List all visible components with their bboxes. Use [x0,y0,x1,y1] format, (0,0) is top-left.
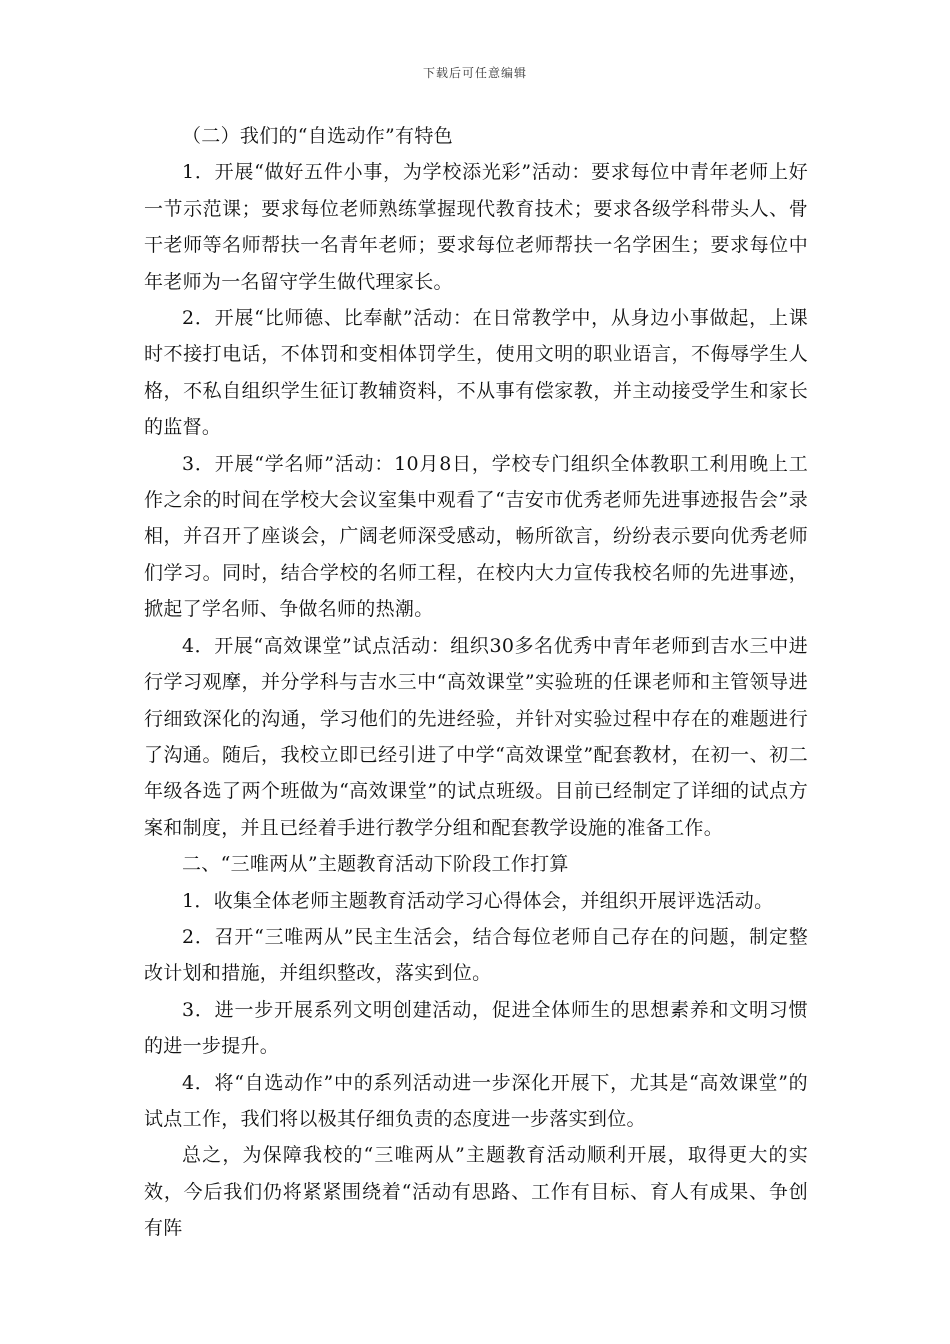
section-heading-next-stage: 二、“三唯两从”主题教育活动下阶段工作打算 [182,853,569,876]
paragraph-conclusion: 总之，为保障我校的“三唯两从”主题教育活动顺利开展，取得更大的实效，今后我们仍将紧紧围绕着“活动有思路、工作有目标、育人有成果、争创有阵 [144,1144,808,1240]
paragraph-learn-from-masters: 3．开展“学名师”活动：10月8日，学校专门组织全体教职工利用晚上工作之余的时间在学校大会议室集中观看了“吉安市优秀老师先进事迹报告会”录相，并召开了座谈会，广阔老师深受感动，畅所欲言，纷纷表示要向优秀老师们学习。同时，结合学校的名师工程，在校内大力宣传我校名师的先进事迹，掀起了学名师、争做名师的热潮。 [144,452,808,621]
section-heading-self-selected: （二）我们的“自选动作”有特色 [182,125,453,147]
paragraph-civilization-activities: 3．进一步开展系列文明创建活动，促进全体师生的思想素养和文明习惯的进一步提升。 [144,998,808,1058]
paragraph-efficient-classroom: 4．开展“高效课堂”试点活动：组织30多名优秀中青年老师到吉水三中进行学习观摩，并分学科与吉水三中“高效课堂”实验班的任课老师和主管领导进行细致深化的沟通，学习他们的先进经验，并针对实验过程中存在的难题进行了沟通。随后，我校立即已经引进了中学“高效课堂”配套教材，在初一、初二年级各选了两个班做为“高效课堂”的试点班级。目前已经制定了详细的试点方案和制度，并且已经着手进行教学分组和配套教学设施的准备工作。 [144,634,808,839]
document-body [144,118,808,1247]
paragraph-teacher-ethics: 2．开展“比师德、比奉献”活动：在日常教学中，从身边小事做起，上课时不接打电话，不体罚和变相体罚学生，使用文明的职业语言，不侮辱学生人格，不私自组织学生征订教辅资料，不从事有偿家教，并主动接受学生和家长的监督。 [144,307,808,439]
paragraph-collect-experiences: 1．收集全体老师主题教育活动学习心得体会，并组织开展评选活动。 [182,889,774,912]
paragraph-democratic-meeting: 2．召开“三唯两从”民主生活会，结合每位老师自己存在的问题，制定整改计划和措施，并组织整改，落实到位。 [144,925,808,985]
paragraph-five-small-things: 1．开展“做好五件小事，为学校添光彩”活动：要求每位中青年老师上好一节示范课；要求每位老师熟练掌握现代教育技术；要求各级学科带头人、骨干老师等名师帮扶一名青年老师；要求每位老师帮扶一名学困生；要求每位中年老师为一名留守学生做代理家长。 [144,161,808,293]
paragraph-deepen-activities: 4．将“自选动作”中的系列活动进一步深化开展下，尤其是“高效课堂”的试点工作，我们将以极其仔细负责的态度进一步落实到位。 [144,1071,808,1130]
page-header: 下载后可任意编辑 [422,66,527,80]
